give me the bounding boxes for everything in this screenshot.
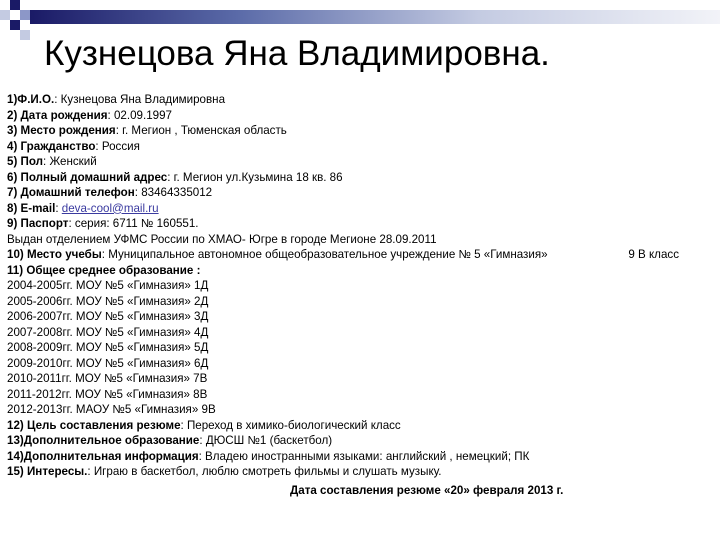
square-dark: [10, 0, 20, 10]
class-label: 9 В класс: [628, 248, 679, 261]
resume-line: [7, 232, 707, 248]
resume-line-text: : 83464335012: [134, 186, 213, 199]
resume-line-label: 3) Место рождения: [7, 124, 116, 137]
resume-line: [7, 449, 707, 465]
resume-line-text: : Играю в баскетбол, люблю смотреть фильмы и слушать музыку.: [87, 465, 442, 478]
resume-line-text: 2009-2010гг. МОУ №5 «Гимназия» 6Д: [7, 356, 209, 370]
resume-line: [7, 309, 707, 325]
resume-line-label: 11) Общее среднее образование :: [7, 263, 201, 277]
resume-content: [7, 92, 707, 480]
resume-line-text: 2004-2005гг. МОУ №5 «Гимназия» 1Д: [7, 279, 209, 292]
resume-line: [7, 402, 707, 418]
resume-line-text: Выдан отделением УФМС России по ХМАО- Югре в городе Мегионе 28.09.2011: [7, 232, 437, 246]
resume-line-text: : ДЮСШ №1 (баскетбол): [199, 434, 333, 447]
resume-line: [7, 278, 707, 294]
resume-line: [7, 201, 707, 217]
resume-line-text: : Женский: [43, 155, 97, 168]
resume-line-label: 8) E-mail: [7, 201, 56, 215]
resume-line-text: : Россия: [95, 139, 140, 153]
resume-line: [7, 154, 707, 170]
resume-line-label: 7) Домашний телефон: [7, 186, 135, 199]
resume-line-text: :: [55, 201, 62, 215]
resume-line: [7, 216, 707, 232]
resume-line: [7, 294, 707, 310]
header-gradient-bar: [30, 10, 720, 24]
resume-line-label: 4) Гражданство: [7, 139, 96, 153]
square-dark-2: [10, 20, 20, 30]
resume-line: [7, 185, 707, 201]
resume-line: [7, 108, 707, 124]
resume-line-label: 5) Пол: [7, 155, 44, 168]
resume-line-label: 9) Паспорт: [7, 217, 69, 230]
resume-line-text: : г. Мегион , Тюменская область: [115, 124, 287, 137]
resume-line-label: 12) Цель составления резюме: [7, 418, 181, 432]
resume-line: [7, 139, 707, 155]
resume-line: [7, 418, 707, 434]
resume-line: [7, 325, 707, 341]
resume-line: [7, 433, 707, 449]
resume-line-label: 6) Полный домашний адрес: [7, 170, 168, 184]
resume-line: [7, 247, 707, 263]
resume-line: [7, 263, 707, 279]
resume-line: [7, 340, 707, 356]
resume-line: [7, 123, 707, 139]
resume-line-text: : Переход в химико-биологический класс: [180, 418, 401, 432]
resume-line: [7, 371, 707, 387]
resume-line-text: : Владею иностранными языками: английский , немецкий; ПК: [198, 449, 530, 463]
resume-line-label: 2) Дата рождения: [7, 108, 108, 122]
resume-line-label: 14)Дополнительная информация: [7, 449, 199, 463]
resume-line-label: 13)Дополнительное образование: [7, 434, 200, 447]
resume-line: [7, 464, 707, 480]
resume-line-text: : г. Мегион ул.Кузьмина 18 кв. 86: [167, 170, 343, 184]
square-mid: [20, 10, 30, 20]
square-light: [0, 10, 10, 20]
square-light-2: [20, 30, 30, 40]
resume-line-text: : 02.09.1997: [107, 108, 172, 122]
resume-line-text: 2006-2007гг. МОУ №5 «Гимназия» 3Д: [7, 310, 209, 323]
resume-line-text: 2007-2008гг. МОУ №5 «Гимназия» 4Д: [7, 325, 209, 339]
resume-line-label: 15) Интересы.: [7, 465, 88, 478]
resume-line-text: 2010-2011гг. МОУ №5 «Гимназия» 7В: [7, 372, 208, 385]
resume-line: [7, 170, 707, 186]
resume-line-text: 2011-2012гг. МОУ №5 «Гимназия» 8В: [7, 387, 208, 401]
resume-line-text: 2012-2013гг. МАОУ №5 «Гимназия» 9В: [7, 403, 216, 416]
resume-line: [7, 356, 707, 372]
email-link[interactable]: deva-cool@mail.ru: [61, 201, 159, 215]
resume-line-label: 1)Ф.И.О.: [7, 93, 55, 106]
resume-date: Дата составления резюме «20» февраля 2013 г.: [290, 484, 564, 497]
resume-line-text: 2005-2006гг. МОУ №5 «Гимназия» 2Д: [7, 294, 209, 308]
resume-footer: [7, 483, 707, 499]
resume-line-text: 2008-2009гг. МОУ №5 «Гимназия» 5Д: [7, 341, 209, 354]
resume-line: [7, 92, 707, 108]
resume-line-text: : Муниципальное автономное общеобразовательное учреждение № 5 «Гимназия»: [101, 248, 548, 261]
resume-line-text: : Кузнецова Яна Владимировна: [54, 93, 226, 106]
resume-line-text: : серия: 6711 № 160551.: [68, 217, 199, 230]
slide-title: Кузнецова Яна Владимировна.: [44, 34, 550, 73]
resume-line: [7, 387, 707, 403]
resume-line-label: 10) Место учебы: [7, 248, 102, 261]
